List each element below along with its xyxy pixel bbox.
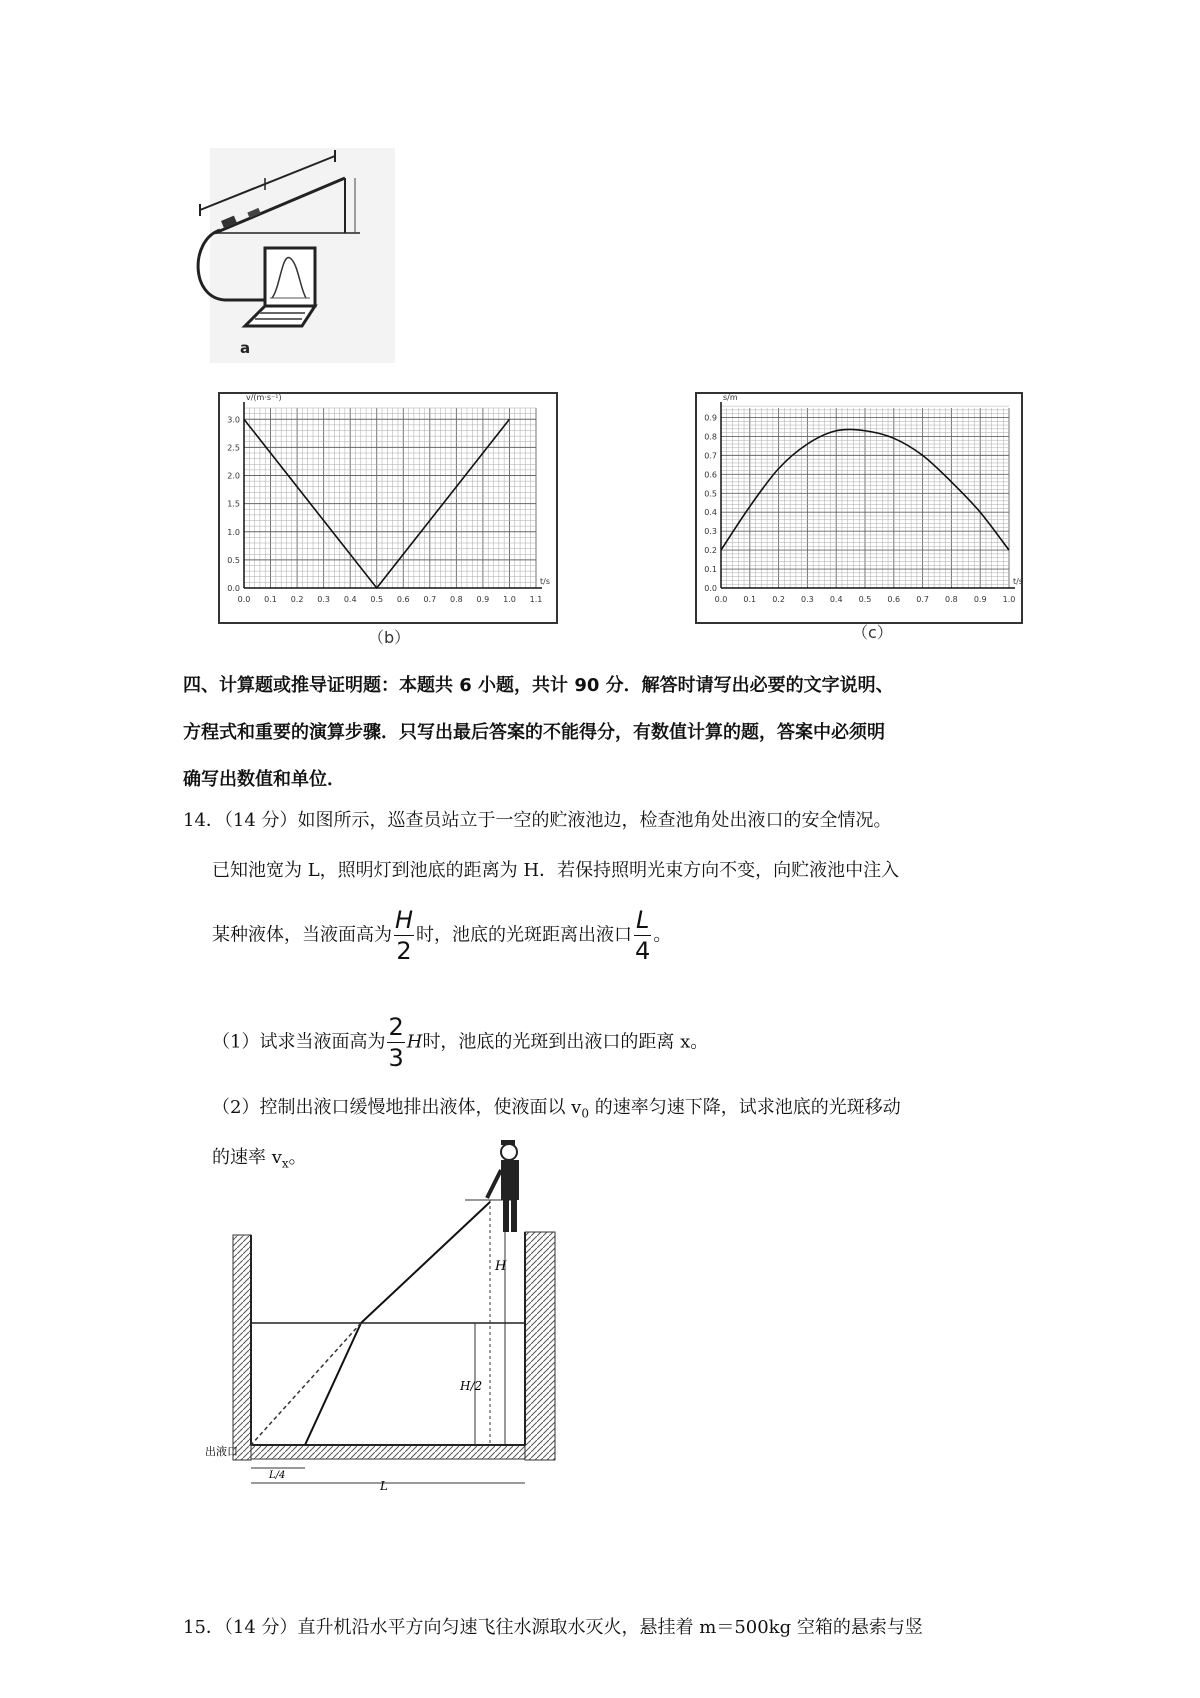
y-tick-label: 0.0 — [227, 584, 240, 593]
pool-label-h: H — [495, 1259, 507, 1274]
section-four-instructions — [183, 662, 1043, 803]
x-tick-label: 0.7 — [423, 595, 437, 604]
pool-label-depth: H/2 — [460, 1379, 483, 1393]
y-tick-label: 0.1 — [704, 565, 717, 575]
x-tick-label: 0.5 — [370, 595, 384, 604]
y-tick-label: 0.2 — [704, 546, 717, 556]
x-tick-label: 0.2 — [290, 595, 304, 604]
pool-label-outlet: 出液口 — [205, 1445, 238, 1458]
pool-figure — [205, 1200, 570, 1493]
q14-part-1-variable-h: H — [406, 1031, 423, 1053]
experiment-figure-a — [210, 148, 395, 363]
x-tick-label: 0.3 — [317, 595, 331, 604]
fraction-l-over-4 — [634, 905, 651, 966]
y-tick-label: 0.5 — [227, 555, 240, 565]
q14-line-3-text-b: 时，池底的光斑距离出液口 — [416, 924, 633, 946]
y-tick-label: 0.6 — [704, 470, 717, 480]
q15-line-1: 15．（14 分）直升机沿水平方向匀速飞往水源取水灭火，悬挂着 m＝500kg 空箱的悬索与竖 — [183, 1617, 923, 1638]
fraction-denominator: 4 — [635, 937, 651, 965]
q14-part-1 — [212, 1012, 708, 1073]
chart-b-velocity-time — [218, 392, 558, 624]
q14-part-2-line-1 — [212, 1093, 901, 1121]
x-tick-label: 0.3 — [801, 595, 814, 604]
q14-part-2-text-d: 。 — [288, 1147, 307, 1168]
x-tick-label: 0.0 — [237, 595, 251, 604]
y-tick-label: 1.0 — [227, 527, 240, 537]
q14-part-2-text-c: 的速率 v — [212, 1147, 282, 1168]
x-tick-label: 1.1 — [529, 595, 543, 604]
q14-part-2-text-a: （2）控制出液口缓慢地排出液体，使液面以 v — [212, 1097, 582, 1118]
x-tick-label: 0.8 — [945, 595, 958, 604]
chart-b-caption: （b） — [368, 628, 411, 647]
q14-part-1-text-b: 时，池底的光斑到出液口的距离 x。 — [422, 1031, 709, 1053]
x-tick-label: 1.0 — [1002, 595, 1016, 604]
q14-line-3 — [212, 905, 671, 966]
y-tick-label: 1.5 — [227, 499, 240, 509]
y-tick-label: 3.0 — [227, 415, 240, 425]
x-tick-label: 0.4 — [343, 595, 357, 604]
y-tick-label: 0.0 — [704, 584, 717, 593]
fraction-2-over-3 — [387, 1012, 404, 1073]
y-axis-label: s/m — [723, 393, 738, 402]
x-tick-label: 0.5 — [858, 595, 872, 604]
y-tick-label: 0.5 — [704, 489, 717, 499]
figure-a-label: a — [240, 339, 251, 357]
x-tick-label: 0.9 — [476, 595, 490, 604]
inspector-figure — [487, 1140, 519, 1232]
section-four-line-3: 确写出数值和单位． — [183, 769, 345, 790]
pool-label-quarter: L/4 — [269, 1470, 286, 1481]
chart-c-svg — [695, 392, 1023, 624]
y-axis-label: v/(m·s⁻¹) — [246, 393, 282, 402]
x-axis-label: t/s — [540, 577, 550, 586]
x-tick-label: 0.0 — [714, 595, 728, 604]
x-tick-label: 0.4 — [829, 595, 843, 604]
q14-part-2-line-2 — [212, 1143, 307, 1171]
x-tick-label: 0.7 — [916, 595, 929, 604]
subscript-0: 0 — [581, 1106, 589, 1121]
fraction-denominator: 3 — [388, 1044, 404, 1072]
y-tick-label: 0.4 — [704, 508, 717, 518]
fraction-numerator: 2 — [388, 1013, 404, 1041]
q14-part-1-text-a: （1）试求当液面高为 — [212, 1031, 386, 1053]
fraction-denominator: 2 — [394, 935, 414, 966]
y-tick-label: 2.0 — [227, 471, 240, 481]
y-tick-label: 0.9 — [704, 413, 717, 423]
chart-c-displacement-time — [695, 392, 1023, 624]
q14-line-3-text-c: 。 — [653, 924, 672, 946]
q14-line-1: 14．（14 分）如图所示，巡查员站立于一空的贮液池边，检查池角处出液口的安全情况。 — [183, 810, 892, 831]
subscript-x: x — [281, 1156, 289, 1171]
fraction-h-over-2 — [394, 905, 414, 966]
y-tick-label: 0.8 — [704, 432, 717, 442]
x-tick-label: 0.6 — [887, 595, 901, 604]
y-tick-label: 0.3 — [704, 527, 717, 537]
x-tick-label: 0.9 — [973, 595, 987, 604]
x-axis-label: t/s — [1013, 577, 1023, 586]
x-tick-label: 0.1 — [743, 595, 757, 604]
x-tick-label: 0.2 — [772, 595, 785, 604]
y-tick-label: 2.5 — [227, 443, 240, 453]
x-tick-label: 1.0 — [503, 595, 516, 604]
q14-line-3-text-a: 某种液体，当液面高为 — [212, 924, 392, 946]
pool-label-l: L — [380, 1479, 388, 1493]
chart-c-caption: （c） — [852, 623, 893, 642]
fraction-numerator: H — [395, 906, 414, 934]
y-tick-label: 0.7 — [704, 451, 717, 461]
x-tick-label: 0.8 — [449, 595, 463, 604]
q14-line-2: 已知池宽为 L，照明灯到池底的距离为 H．若保持照明光束方向不变，向贮液池中注入 — [212, 860, 900, 881]
x-tick-label: 0.6 — [396, 595, 410, 604]
section-four-line-2: 方程式和重要的演算步骤．只写出最后答案的不能得分，有数值计算的题，答案中必须明 — [183, 722, 885, 743]
chart-b-svg — [218, 392, 558, 624]
x-tick-label: 0.1 — [264, 595, 277, 604]
fraction-numerator: L — [636, 906, 650, 934]
section-four-line-1: 四、计算题或推导证明题：本题共 6 小题，共计 90 分．解答时请写出必要的文字说明、 — [183, 675, 894, 696]
q14-part-2-text-b: 的速率匀速下降，试求池底的光斑移动 — [588, 1097, 901, 1118]
